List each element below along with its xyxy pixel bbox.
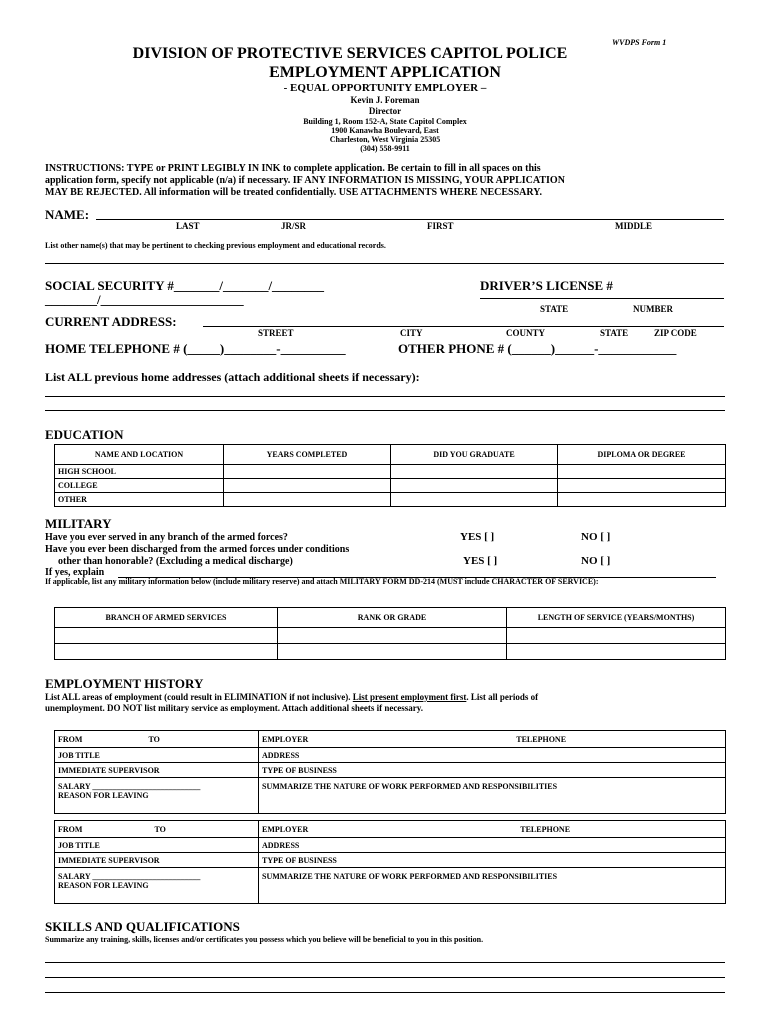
education-col-years: YEARS COMPLETED — [224, 445, 391, 465]
education-row-high-school: HIGH SCHOOL — [55, 465, 224, 479]
business-type-field[interactable]: TYPE OF BUSINESS — [259, 853, 726, 868]
to-label: TO — [154, 824, 166, 834]
employment-heading: EMPLOYMENT HISTORY — [45, 676, 204, 691]
skills-line-1[interactable] — [45, 962, 725, 963]
other-phone-field[interactable]: OTHER PHONE # (______)______-____________ — [398, 341, 677, 356]
reason-label: REASON FOR LEAVING — [58, 881, 149, 890]
instructions-line-3: MAY BE REJECTED. All information will be treated confidentially. USE ATTACHMENTS WHERE NECESSARY. — [45, 187, 543, 198]
skills-line-2[interactable] — [45, 977, 725, 978]
job-title-field[interactable]: JOB TITLE — [55, 748, 259, 763]
employment-intro-b: . List all periods of — [466, 692, 539, 702]
form-subtitle: EMPLOYMENT APPLICATION — [269, 64, 501, 81]
table-row — [55, 479, 726, 493]
military-col-length: LENGTH OF SERVICE (YEARS/MONTHS) — [507, 608, 726, 628]
explain-label: If yes, explain — [45, 567, 105, 578]
education-col-name: NAME AND LOCATION — [55, 445, 224, 465]
employment-block-1 — [54, 730, 726, 814]
name-sub-middle: MIDDLE — [615, 221, 653, 231]
dl-sub-state: STATE — [540, 304, 569, 314]
address-sub-county: COUNTY — [506, 328, 546, 338]
salary-reason-field[interactable] — [55, 778, 259, 814]
telephone-label: TELEPHONE — [516, 734, 567, 744]
office-address-1: Building 1, Room 152-A, State Capitol Complex — [303, 117, 467, 126]
table-cell[interactable] — [391, 493, 558, 507]
discharge-no-checkbox[interactable]: NO [ ] — [581, 555, 611, 567]
table-cell[interactable] — [278, 628, 507, 644]
instructions-line-1: INSTRUCTIONS: TYPE or PRINT LEGIBLY IN INK to complete application. Be certain to fill in all spaces on this — [45, 163, 541, 174]
director-title: Director — [368, 106, 402, 116]
salary-label: SALARY ___________________________ — [58, 872, 201, 881]
table-cell[interactable] — [224, 493, 391, 507]
table-cell[interactable] — [391, 465, 558, 479]
education-row-other: OTHER — [55, 493, 224, 507]
military-question-served: Have you ever served in any branch of the armed forces? — [45, 532, 288, 543]
office-address-2: 1900 Kanawha Boulevard, East — [331, 126, 439, 135]
business-type-field[interactable]: TYPE OF BUSINESS — [259, 763, 726, 778]
education-heading: EDUCATION — [45, 427, 124, 442]
previous-address-line-2[interactable] — [45, 410, 725, 411]
address-sub-street: STREET — [258, 328, 294, 338]
employment-intro-a: List ALL areas of employment (could result in ELIMINATION if not inclusive). — [45, 692, 353, 702]
table-cell[interactable] — [558, 465, 726, 479]
drivers-license-label: DRIVER’S LICENSE # — [480, 278, 613, 293]
skills-line-3[interactable] — [45, 992, 725, 993]
military-col-rank: RANK OR GRADE — [278, 608, 507, 628]
skills-instructions: Summarize any training, skills, licenses and/or certificates you possess which you believe will be beneficial to you in this position. — [45, 935, 484, 944]
name-label: NAME: — [45, 207, 90, 222]
skills-heading: SKILLS AND QUALIFICATIONS — [45, 919, 240, 934]
military-heading: MILITARY — [45, 516, 112, 531]
telephone-label: TELEPHONE — [520, 824, 571, 834]
military-note: If applicable, list any military information below (include military reserve) and attach MILITARY FORM DD-214 (MUST include CHARACTER OF SERVICE): — [45, 577, 599, 586]
director-name: Kevin J. Foreman — [350, 95, 420, 105]
from-label: FROM — [58, 824, 83, 834]
education-col-graduate: DID YOU GRADUATE — [391, 445, 558, 465]
current-address-label: CURRENT ADDRESS: — [45, 314, 177, 329]
employment-intro-1 — [45, 692, 538, 702]
table-cell[interactable] — [558, 479, 726, 493]
table-row — [55, 493, 726, 507]
other-names-label: List other name(s) that may be pertinent to checking previous employment and educational records. — [45, 241, 386, 250]
table-row — [55, 628, 726, 644]
name-sub-last: LAST — [176, 221, 200, 231]
education-row-college: COLLEGE — [55, 479, 224, 493]
table-cell[interactable] — [507, 644, 726, 660]
education-table — [54, 444, 726, 507]
employment-from-to[interactable] — [55, 821, 259, 838]
military-table — [54, 607, 726, 660]
address-sub-city: CITY — [400, 328, 423, 338]
from-label: FROM — [58, 734, 83, 744]
form-id: WVDPS Form 1 — [612, 38, 667, 47]
table-row — [55, 644, 726, 660]
previous-address-line-1[interactable] — [45, 396, 725, 397]
employer-field[interactable] — [259, 731, 726, 748]
form-title: DIVISION OF PROTECTIVE SERVICES CAPITOL POLICE — [132, 45, 568, 62]
table-cell[interactable] — [55, 628, 278, 644]
drivers-license-field[interactable] — [480, 298, 724, 299]
served-yes-checkbox[interactable]: YES [ ] — [460, 531, 495, 543]
summary-field[interactable]: SUMMARIZE THE NATURE OF WORK PERFORMED AND RESPONSIBILITIES — [259, 778, 726, 814]
table-cell[interactable] — [507, 628, 726, 644]
employment-intro-underline: List present employment first — [352, 692, 467, 702]
military-question-discharge-2: other than honorable? (Excluding a medical discharge) — [58, 556, 293, 567]
equal-opportunity: - EQUAL OPPORTUNITY EMPLOYER – — [283, 82, 487, 94]
employment-block-2 — [54, 820, 726, 904]
military-question-discharge-1: Have you ever been discharged from the armed forces under conditions — [45, 544, 350, 555]
office-phone: (304) 558-9911 — [360, 144, 410, 153]
previous-addresses-label: List ALL previous home addresses (attach additional sheets if necessary): — [45, 370, 420, 384]
current-address-field[interactable] — [203, 326, 724, 327]
dl-sub-number: NUMBER — [633, 304, 673, 314]
home-telephone-field[interactable]: HOME TELEPHONE # (_____)________-__________ — [45, 341, 346, 356]
table-cell[interactable] — [224, 479, 391, 493]
salary-label: SALARY ___________________________ — [58, 782, 201, 791]
education-col-diploma: DIPLOMA OR DEGREE — [558, 445, 726, 465]
employment-from-to[interactable] — [55, 731, 259, 748]
reason-label: REASON FOR LEAVING — [58, 791, 149, 800]
employer-label: EMPLOYER — [262, 734, 309, 744]
address-sub-state: STATE — [600, 328, 629, 338]
table-row — [55, 465, 726, 479]
supervisor-field[interactable]: IMMEDIATE SUPERVISOR — [55, 763, 259, 778]
office-address-3: Charleston, West Virginia 25305 — [329, 135, 441, 144]
table-cell[interactable] — [224, 465, 391, 479]
summary-field[interactable]: SUMMARIZE THE NATURE OF WORK PERFORMED AND RESPONSIBILITIES — [259, 868, 726, 904]
employer-label: EMPLOYER — [262, 824, 309, 834]
name-sub-jrsr: JR/SR — [281, 221, 307, 231]
table-cell[interactable] — [558, 493, 726, 507]
employment-intro-2: unemployment. DO NOT list military service as employment. Attach additional sheets if necessary. — [45, 703, 424, 713]
discharge-yes-checkbox[interactable]: YES [ ] — [463, 555, 498, 567]
name-field[interactable] — [96, 219, 724, 220]
ssn-field[interactable]: SOCIAL SECURITY #_______/_______/________ — [45, 278, 325, 293]
ssn-field-continued[interactable]: ________/______________________ — [45, 292, 244, 307]
address-sub-zip: ZIP CODE — [654, 328, 697, 338]
address-field[interactable]: ADDRESS — [259, 748, 726, 763]
name-sub-first: FIRST — [427, 221, 454, 231]
military-col-branch: BRANCH OF ARMED SERVICES — [55, 608, 278, 628]
table-cell[interactable] — [278, 644, 507, 660]
instructions-line-2: application form, specify not applicable (n/a) if necessary. IF ANY INFORMATION IS MISSING, YOUR APPLICATION — [45, 175, 565, 186]
employer-field[interactable] — [259, 821, 726, 838]
salary-reason-field[interactable] — [55, 868, 259, 904]
supervisor-field[interactable]: IMMEDIATE SUPERVISOR — [55, 853, 259, 868]
table-cell[interactable] — [55, 644, 278, 660]
other-names-field[interactable] — [45, 263, 724, 264]
job-title-field[interactable]: JOB TITLE — [55, 838, 259, 853]
address-field[interactable]: ADDRESS — [259, 838, 726, 853]
table-cell[interactable] — [391, 479, 558, 493]
served-no-checkbox[interactable]: NO [ ] — [581, 531, 611, 543]
to-label: TO — [148, 734, 160, 744]
